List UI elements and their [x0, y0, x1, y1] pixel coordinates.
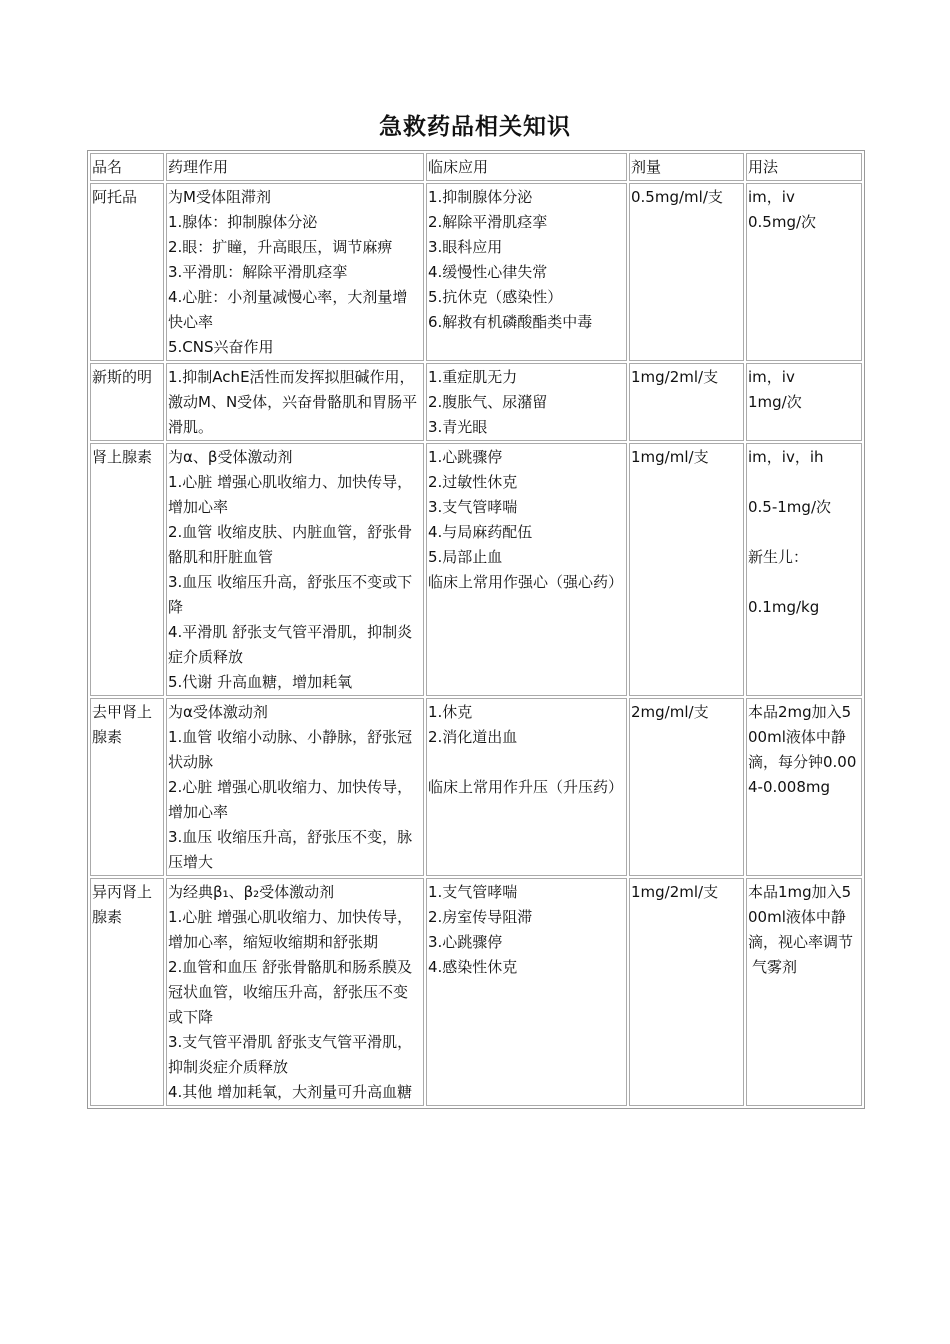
clinical-cell [426, 698, 627, 876]
table-row [90, 363, 862, 441]
usage-cell [746, 363, 862, 441]
clinical-line: 5.局部止血 [428, 548, 503, 566]
clinical-line: 4.缓慢性心律失常 [428, 263, 548, 281]
clinical-line: 临床上常用作升压（升压药） [428, 778, 624, 796]
drug-name-cell: 异丙肾上腺素 [90, 878, 164, 1106]
pharmacology-line: 4.平滑肌 舒张支气管平滑肌，抑制炎症介质释放 [168, 623, 413, 666]
header-cell-pharmacology: 药理作用 [166, 153, 424, 181]
clinical-line: 3.眼科应用 [428, 238, 503, 256]
page-title: 急救药品相关知识 [379, 114, 571, 140]
clinical-line: 2.腹胀气、尿潴留 [428, 393, 548, 411]
clinical-cell [426, 363, 627, 441]
clinical-line: 2.解除平滑肌痉挛 [428, 213, 548, 231]
clinical-line: 2.房室传导阻滞 [428, 908, 533, 926]
usage-cell [746, 878, 862, 1106]
usage-cell [746, 698, 862, 876]
clinical-line: 临床上常用作强心（强心药） [428, 573, 624, 591]
clinical-line: 3.心跳骤停 [428, 933, 503, 951]
pharmacology-line: 3.平滑肌：解除平滑肌痉挛 [168, 263, 348, 281]
clinical-line: 6.解救有机磷酸酯类中毒 [428, 313, 593, 331]
dose-cell: 2mg/ml/支 [629, 698, 744, 876]
pharmacology-cell [166, 363, 424, 441]
pharmacology-line: 4.心脏：小剂量减慢心率，大剂量增快心率 [168, 288, 408, 331]
table-row [90, 698, 862, 876]
clinical-line: 3.青光眼 [428, 418, 488, 436]
clinical-cell [426, 878, 627, 1106]
pharmacology-line: 1.血管 收缩小动脉、小静脉，舒张冠状动脉 [168, 728, 413, 771]
clinical-line: 1.抑制腺体分泌 [428, 188, 533, 206]
pharmacology-line: 5.代谢 升高血糖，增加耗氧 [168, 673, 353, 691]
usage-line: 1mg/次 [748, 393, 802, 411]
table-row [90, 183, 862, 361]
dose-cell: 1mg/ml/支 [629, 443, 744, 696]
pharmacology-line: 为α受体激动剂 [168, 703, 268, 721]
dose-cell: 1mg/2ml/支 [629, 878, 744, 1106]
usage-line: 0.5-1mg/次 [748, 498, 831, 516]
usage-line: im，iv [748, 188, 795, 206]
clinical-line: 2.消化道出血 [428, 728, 518, 746]
clinical-line: 1.支气管哮喘 [428, 883, 518, 901]
usage-line: 气雾剂 [752, 958, 798, 976]
clinical-line: 1.重症肌无力 [428, 368, 518, 386]
pharmacology-line: 2.眼：扩瞳，升高眼压，调节麻痹 [168, 238, 393, 256]
clinical-cell [426, 443, 627, 696]
usage-cell [746, 443, 862, 696]
usage-line: im，iv，ih [748, 448, 824, 466]
pharmacology-line: 1.腺体：抑制腺体分泌 [168, 213, 318, 231]
table-row [90, 443, 862, 696]
usage-cell [746, 183, 862, 361]
pharmacology-line: 5.CNS兴奋作用 [168, 338, 274, 356]
pharmacology-line: 1.抑制AchE活性而发挥拟胆碱作用，激动M、N受体，兴奋骨骼肌和胃肠平滑肌。 [168, 368, 418, 436]
table-row [90, 878, 862, 1106]
header-cell-usage: 用法 [746, 153, 862, 181]
pharmacology-cell [166, 698, 424, 876]
clinical-line: 2.过敏性休克 [428, 473, 518, 491]
usage-line: 本品2mg加入500ml液体中静滴，每分钟0.004-0.008mg [748, 703, 857, 796]
drug-name-cell: 肾上腺素 [90, 443, 164, 696]
pharmacology-line: 为M受体阻滞剂 [168, 188, 271, 206]
clinical-line: 3.支气管哮喘 [428, 498, 518, 516]
drug-name-cell: 新斯的明 [90, 363, 164, 441]
pharmacology-line: 1.心脏 增强心肌收缩力、加快传导，增加心率，缩短收缩期和舒张期 [168, 908, 413, 951]
pharmacology-line: 2.心脏 增强心肌收缩力、加快传导，增加心率 [168, 778, 413, 821]
pharmacology-line: 4.其他 增加耗氧，大剂量可升高血糖 [168, 1083, 413, 1101]
dose-cell: 1mg/2ml/支 [629, 363, 744, 441]
drug-name-cell: 阿托品 [90, 183, 164, 361]
usage-line: 新生儿： [748, 548, 809, 566]
pharmacology-cell [166, 183, 424, 361]
clinical-line: 1.心跳骤停 [428, 448, 503, 466]
clinical-line: 5.抗休克（感染性） [428, 288, 563, 306]
header-cell-dose: 剂量 [629, 153, 744, 181]
usage-line: im，iv [748, 368, 795, 386]
clinical-line: 4.感染性休克 [428, 958, 518, 976]
pharmacology-line: 2.血管 收缩皮肤、内脏血管，舒张骨骼肌和肝脏血管 [168, 523, 413, 566]
pharmacology-cell [166, 878, 424, 1106]
pharmacology-cell [166, 443, 424, 696]
pharmacology-line: 3.支气管平滑肌 舒张支气管平滑肌，抑制炎症介质释放 [168, 1033, 413, 1076]
pharmacology-line: 2.血管和血压 舒张骨骼肌和肠系膜及冠状血管，收缩压升高，舒张压不变或下降 [168, 958, 413, 1026]
header-cell-clinical: 临床应用 [426, 153, 627, 181]
pharmacology-line: 为α、β受体激动剂 [168, 448, 293, 466]
clinical-line: 4.与局麻药配伍 [428, 523, 533, 541]
pharmacology-line: 为经典β₁、β₂受体激动剂 [168, 883, 335, 901]
pharmacology-line: 3.血压 收缩压升高，舒张压不变或下降 [168, 573, 413, 616]
clinical-line: 1.休克 [428, 703, 473, 721]
usage-line: 本品1mg加入500ml液体中静滴，视心率调节 [748, 883, 854, 951]
usage-line: 0.1mg/kg [748, 598, 820, 616]
header-cell-name: 品名 [90, 153, 164, 181]
drug-name-cell: 去甲肾上腺素 [90, 698, 164, 876]
usage-line: 0.5mg/次 [748, 213, 817, 231]
table-header-row [90, 153, 862, 181]
pharmacology-line: 1.心脏 增强心肌收缩力、加快传导，增加心率 [168, 473, 413, 516]
drug-table [87, 150, 865, 1109]
dose-cell: 0.5mg/ml/支 [629, 183, 744, 361]
clinical-cell [426, 183, 627, 361]
pharmacology-line: 3.血压 收缩压升高，舒张压不变，脉压增大 [168, 828, 413, 871]
